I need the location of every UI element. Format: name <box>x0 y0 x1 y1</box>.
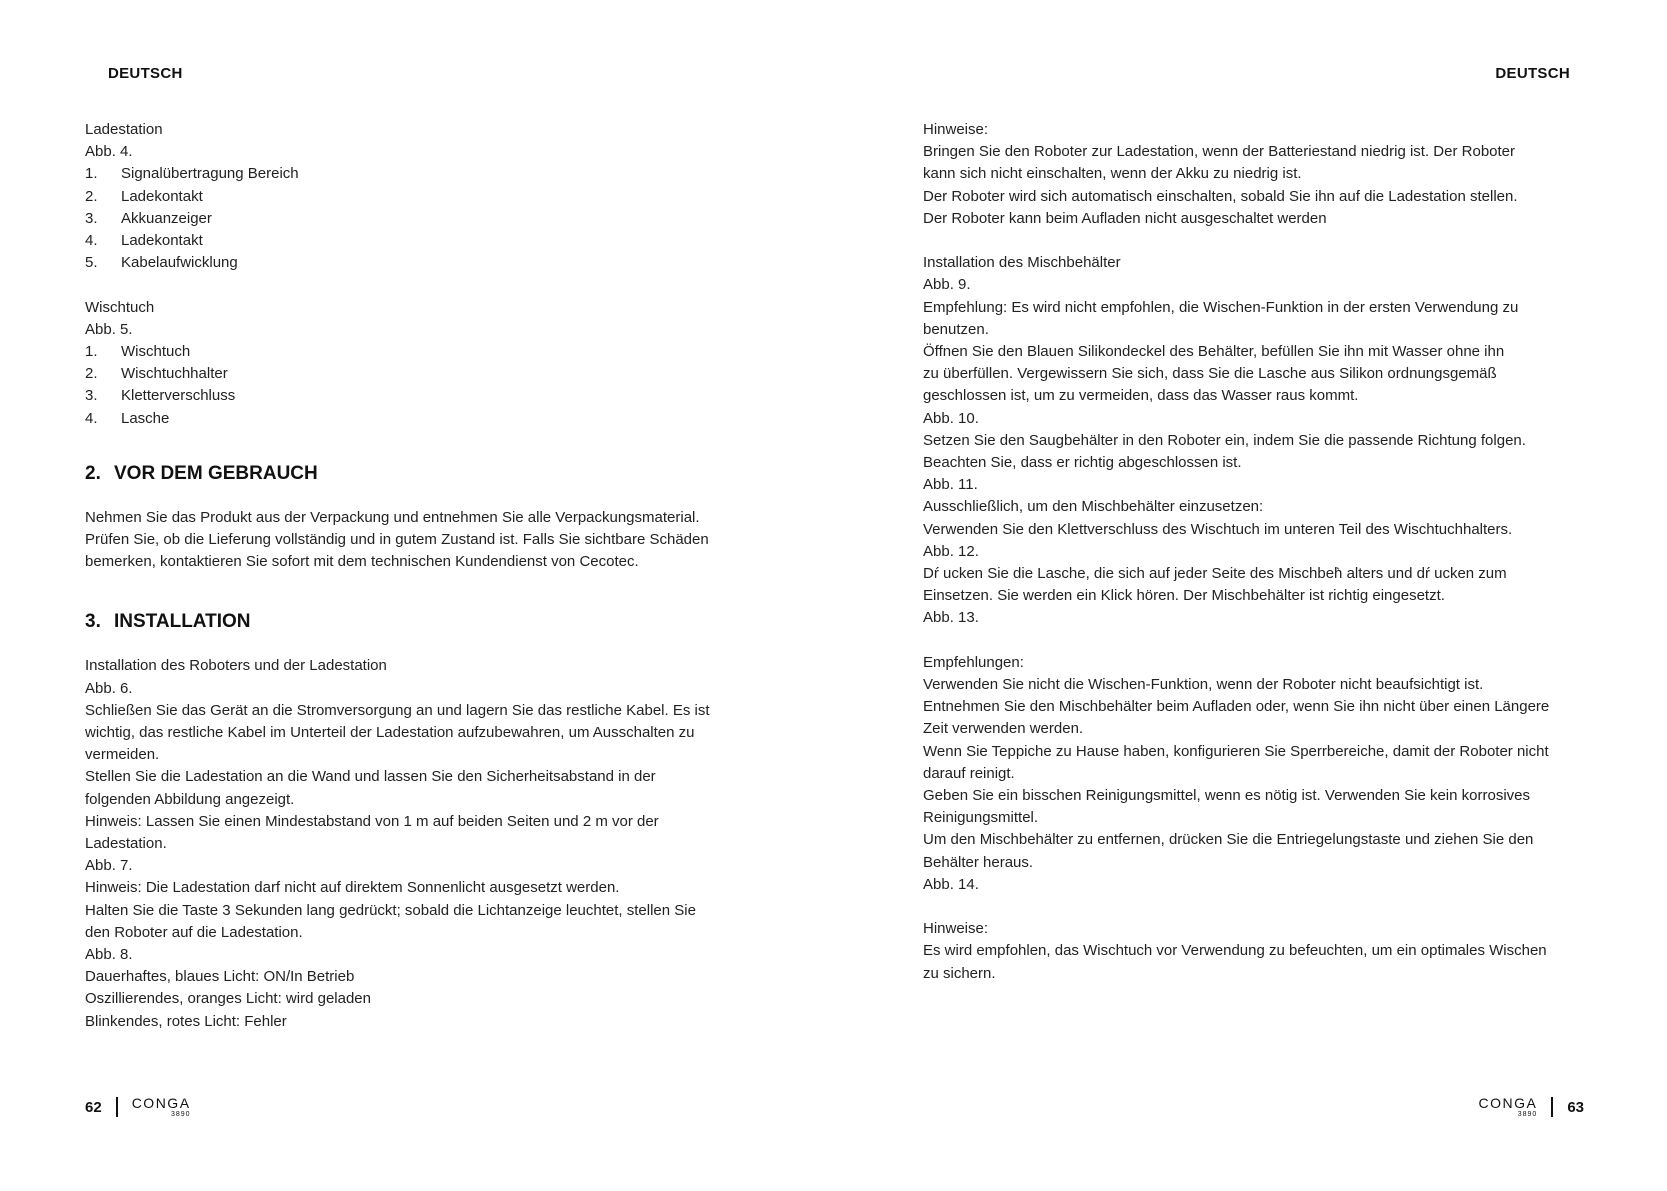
list-text: Signalübertragung Bereich <box>121 165 299 183</box>
list-item <box>85 341 765 363</box>
paragraph-line: Prüfen Sie, ob die Lieferung vollständig und in gutem Zustand ist. Falls Sie sichtbare Schäden <box>85 531 709 549</box>
footer-divider <box>116 1097 118 1117</box>
list-text: Akkuanzeiger <box>121 209 212 227</box>
paragraph-line: Hinweis: Lassen Sie einen Mindestabstand von 1 m auf beiden Seiten und 2 m vor der <box>85 812 659 830</box>
list-number: 1. <box>85 165 98 183</box>
page-footer <box>85 1096 191 1118</box>
list-number: 5. <box>85 254 98 272</box>
paragraph-line: folgenden Abbildung angezeigt. <box>85 790 295 808</box>
figure-label: Abb. 5. <box>85 320 133 338</box>
paragraph-line: Entnehmen Sie den Mischbehälter beim Aufladen oder, wenn Sie ihn nicht über einen Längere <box>923 698 1550 716</box>
paragraph-line: kann sich nicht einschalten, wenn der Akku zu niedrig ist. <box>923 165 1302 183</box>
mop-title: Wischtuch <box>85 298 155 316</box>
model-number: 3890 <box>170 1111 191 1118</box>
page-number: 62 <box>85 1098 102 1116</box>
left-content <box>85 119 765 1033</box>
paragraph-line: Abb. 14. <box>923 875 979 893</box>
list-item <box>85 408 765 430</box>
paragraph-line: Behälter heraus. <box>923 853 1034 871</box>
spacer <box>85 274 765 296</box>
language-header: DEUTSCH <box>108 65 183 82</box>
paragraph-line: Hinweis: Die Ladestation darf nicht auf direktem Sonnenlicht ausgesetzt werden. <box>85 879 620 897</box>
paragraph-line: Abb. 6. <box>85 679 133 697</box>
list-number: 4. <box>85 409 98 427</box>
paragraph-line: Der Roboter kann beim Aufladen nicht ausgeschaltet werden <box>923 209 1327 227</box>
paragraph-line: benutzen. <box>923 320 989 338</box>
right-page <box>833 0 1667 1191</box>
footer-divider <box>1551 1097 1553 1117</box>
paragraph-line: bemerken, kontaktieren Sie sofort mit dem technischen Kundendienst von Cecotec. <box>85 553 639 571</box>
paragraph-line: Der Roboter wird sich automatisch einschalten, sobald Sie ihn auf die Ladestation stellen. <box>923 187 1518 205</box>
section-title: VOR DEM GEBRAUCH <box>114 462 318 484</box>
section-heading-before-use <box>85 462 765 486</box>
list-number: 2. <box>85 365 98 383</box>
paragraph-line: Abb. 9. <box>923 276 971 294</box>
section-heading-installation <box>85 610 765 634</box>
paragraph-line: Ladestation. <box>85 835 167 853</box>
figure-label: Abb. 4. <box>85 143 133 161</box>
list-number: 1. <box>85 343 98 361</box>
paragraph-line: Bringen Sie den Roboter zur Ladestation, wenn der Batteriestand niedrig ist. Der Roboter <box>923 143 1516 161</box>
list-item <box>85 163 765 185</box>
brand-logo <box>1478 1096 1537 1118</box>
spacer <box>923 630 1623 652</box>
spacer <box>923 896 1623 918</box>
paragraph-line: geschlossen ist, um zu vermeiden, dass das Wasser raus kommt. <box>923 387 1359 405</box>
paragraph-line: darauf reinigt. <box>923 764 1015 782</box>
list-item <box>85 363 765 385</box>
list-text: Ladekontakt <box>121 232 203 250</box>
list-text: Wischtuchhalter <box>121 365 228 383</box>
paragraph-line: Schließen Sie das Gerät an die Stromversorgung an und lagern Sie das restliche Kabel. Es ist <box>85 701 710 719</box>
charging-station-title: Ladestation <box>85 121 163 138</box>
paragraph-line: Oszillierendes, oranges Licht: wird geladen <box>85 990 371 1008</box>
paragraph-line: Nehmen Sie das Produkt aus der Verpackung und entnehmen Sie alle Verpackungsmaterial. <box>85 508 700 526</box>
paragraph-line: zu überfüllen. Vergewissern Sie sich, dass Sie die Lasche aus Silikon ordnungsgemäß <box>923 365 1497 383</box>
paragraph-line: Abb. 11. <box>923 476 978 494</box>
paragraph-line: Wenn Sie Teppiche zu Hause haben, konfigurieren Sie Sperrbereiche, damit der Roboter nicht <box>923 742 1549 760</box>
paragraph-line: Öffnen Sie den Blauen Silikondeckel des Behälter, befüllen Sie ihn mit Wasser ohne ihn <box>923 343 1505 361</box>
paragraph-line: Ausschließlich, um den Mischbehälter einzusetzen: <box>923 498 1264 516</box>
list-item <box>85 230 765 252</box>
paragraph-line: Stellen Sie die Ladestation an die Wand und lassen Sie den Sicherheitsabstand in der <box>85 768 656 786</box>
paragraph-line: Es wird empfohlen, das Wischtuch vor Verwendung zu befeuchten, um ein optimales Wischen <box>923 942 1547 960</box>
list-number: 2. <box>85 187 98 205</box>
paragraph-line: Installation des Roboters und der Ladestation <box>85 657 387 675</box>
page-number: 63 <box>1567 1098 1584 1116</box>
paragraph-line: Abb. 8. <box>85 946 133 964</box>
spacer <box>923 230 1623 252</box>
paragraph-line: Hinweise: <box>923 920 989 938</box>
paragraph-line: Zeit verwenden werden. <box>923 720 1084 738</box>
paragraph-line: Empfehlung: Es wird nicht empfohlen, die Wischen-Funktion in der ersten Verwendung zu <box>923 298 1519 316</box>
brand-name: CONGA <box>131 1095 191 1111</box>
list-item <box>85 252 765 274</box>
list-item <box>85 385 765 407</box>
paragraph-line: Blinkendes, rotes Licht: Fehler <box>85 1012 287 1030</box>
paragraph-line: Abb. 10. <box>923 409 979 427</box>
list-text: Wischtuch <box>121 343 191 361</box>
section-number: 2. <box>85 462 101 484</box>
list-text: Ladekontakt <box>121 187 203 205</box>
paragraph-line: Halten Sie die Taste 3 Sekunden lang gedrückt; sobald die Lichtanzeige leuchtet, stellen Sie <box>85 901 696 919</box>
list-item <box>85 186 765 208</box>
paragraph-line: Dauerhaftes, blaues Licht: ON/In Betrieb <box>85 968 355 986</box>
paragraph-line: Verwenden Sie nicht die Wischen-Funktion, wenn der Roboter nicht beaufsichtigt ist. <box>923 676 1484 694</box>
paragraph-line: Geben Sie ein bisschen Reinigungsmittel, wenn es nötig ist. Verwenden Sie kein korrosives <box>923 787 1531 805</box>
right-content <box>923 119 1623 985</box>
paragraph-line: Abb. 13. <box>923 609 979 627</box>
paragraph-line: wichtig, das restliche Kabel im Unterteil der Ladestation aufzubewahren, um Ausschalten zu <box>85 724 695 742</box>
page-footer <box>1478 1096 1584 1118</box>
list-number: 3. <box>85 387 98 405</box>
left-page <box>0 0 833 1191</box>
paragraph-line: Einsetzen. Sie werden ein Klick hören. Der Mischbehälter ist richtig eingesetzt. <box>923 587 1445 605</box>
paragraph-line: Reinigungsmittel. <box>923 809 1039 827</box>
paragraph-line: Beachten Sie, dass er richtig abgeschlossen ist. <box>923 454 1242 472</box>
language-header: DEUTSCH <box>1495 65 1570 82</box>
paragraph-line: vermeiden. <box>85 746 160 764</box>
paragraph-line: Abb. 7. <box>85 857 133 875</box>
paragraph-line: Verwenden Sie den Klettverschluss des Wischtuch im unteren Teil des Wischtuchhalters. <box>923 520 1513 538</box>
brand-logo <box>132 1096 191 1118</box>
list-number: 4. <box>85 232 98 250</box>
list-text: Kletterverschluss <box>121 387 236 405</box>
paragraph-line: den Roboter auf die Ladestation. <box>85 923 303 941</box>
paragraph-line: Dŕ ucken Sie die Lasche, die sich auf jeder Seite des Mischbeh̀ alters und dŕ ucken zum <box>923 565 1507 583</box>
paragraph-line: Empfehlungen: <box>923 653 1024 671</box>
list-item <box>85 208 765 230</box>
section-title: INSTALLATION <box>114 611 251 633</box>
paragraph-line: Um den Mischbehälter zu entfernen, drücken Sie die Entriegelungstaste und ziehen Sie den <box>923 831 1534 849</box>
paragraph-line: Installation des Mischbehälter <box>923 254 1121 272</box>
paragraph-line: Hinweise: <box>923 121 989 138</box>
list-number: 3. <box>85 209 98 227</box>
list-text: Kabelaufwicklung <box>121 254 238 272</box>
brand-name: CONGA <box>1478 1095 1538 1111</box>
list-text: Lasche <box>121 409 170 427</box>
section-number: 3. <box>85 611 101 633</box>
paragraph-line: Setzen Sie den Saugbehälter in den Roboter ein, indem Sie die passende Richtung folgen. <box>923 431 1526 449</box>
paragraph-line: zu sichern. <box>923 964 996 982</box>
model-number: 3890 <box>1517 1111 1538 1118</box>
paragraph-line: Abb. 12. <box>923 542 979 560</box>
